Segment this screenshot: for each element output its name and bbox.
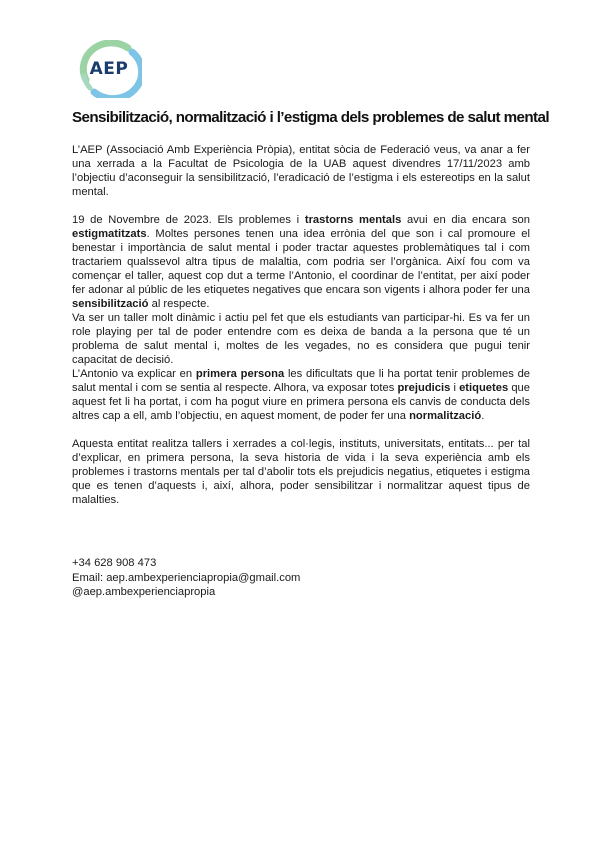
paragraph-entity: Aquesta entitat realitza tallers i xerrades a col·legis, instituts, universitats, entitats... per tal d’explicar, en primera persona, la seva historia de vida i la seva experiència amb els problemes i trastorns mentals per tal d’abolir tots els prejudicis negatius, etiquetes i estigma que es tenen d’aquests i, així, alhora, poder sensibilitzar i normalitzar aquest tipus de malalties.: [72, 438, 530, 506]
bold-term: primera persona: [195, 368, 285, 380]
bold-term: sensibilització: [72, 298, 149, 310]
text-run: L’Antonio va explicar en: [72, 368, 196, 380]
text-run: .: [481, 410, 485, 422]
paragraph-antonio: [72, 367, 530, 423]
bold-term: trastorns mentals: [304, 214, 402, 226]
contact-email: Email: aep.ambexperienciapropia@gmail.com: [72, 571, 301, 584]
aep-logo: [76, 40, 142, 98]
intro-paragraph: L’AEP (Associació Amb Experiència Pròpia), entitat sòcia de Federació veus, va anar a fer una xerrada a la Facultat de Psicologia de la UAB aquest divendres 17/11/2023 amb l’objectiu d’aconseguir la sensibilització, l’eradicació de l’estigma i els estereotips en la salut mental.: [72, 144, 530, 198]
text-run: . Moltes persones tenen una idea errònia del que son i cal promoure el benestar i importància de salut mental i poder tractar aquestes problemàtiques tal i com tractariem qualssevol altra tipus de malaltia, com podria ser l’orgànica. Així fou com va començar el taller, aquest cop dut a terme l’Antonio, el coordinar de l’entitat, per així poder fer adonar al públic de les etiquetes negatives que encara son vigents i alhora poder fer una: [72, 228, 530, 296]
text-run: 19 de Novembre de 2023. Els problemes i: [72, 214, 305, 226]
text-run: al respecte.: [148, 298, 210, 310]
article-body: [72, 143, 530, 507]
bold-term: normalització: [409, 410, 482, 422]
text-run: i: [450, 382, 460, 394]
paragraph-date: [72, 213, 530, 311]
page-title: Sensibilització, normalització i l’estigma dels problemes de salut mental: [72, 109, 549, 126]
contact-phone: +34 628 908 473: [72, 557, 157, 569]
contact-social: @aep.ambexperienciapropia: [72, 586, 216, 598]
paragraph-workshop: Va ser un taller molt dinàmic i actiu pel fet que els estudiants van participar-hi. Es va fer un role playing per tal de poder entendre com es deixa de banda a la persona que té un problema de salut mental i, moltes de les vegades, no es considera que pugui tenir capacitat de decisió.: [72, 312, 530, 366]
text-run: les dificultats que li ha portat tenir problemes de salut mental i com se sentia al respecte. Alhora, va exposar totes: [72, 368, 531, 394]
bold-term: etiquetes: [459, 382, 509, 394]
bold-term: prejudicis: [397, 382, 451, 394]
text-run: que aquest fet li ha portat, i com ha pogut viure en primera persona els canvis de conducta dels altres cap a ell, amb l’objectiu, en aquest moment, de poder fer una: [72, 382, 530, 422]
text-run: avui en dia encara son: [401, 214, 530, 226]
logo-text: AEP: [89, 59, 129, 79]
bold-term: estigmatitzats: [72, 228, 147, 240]
contact-block: [72, 556, 372, 600]
